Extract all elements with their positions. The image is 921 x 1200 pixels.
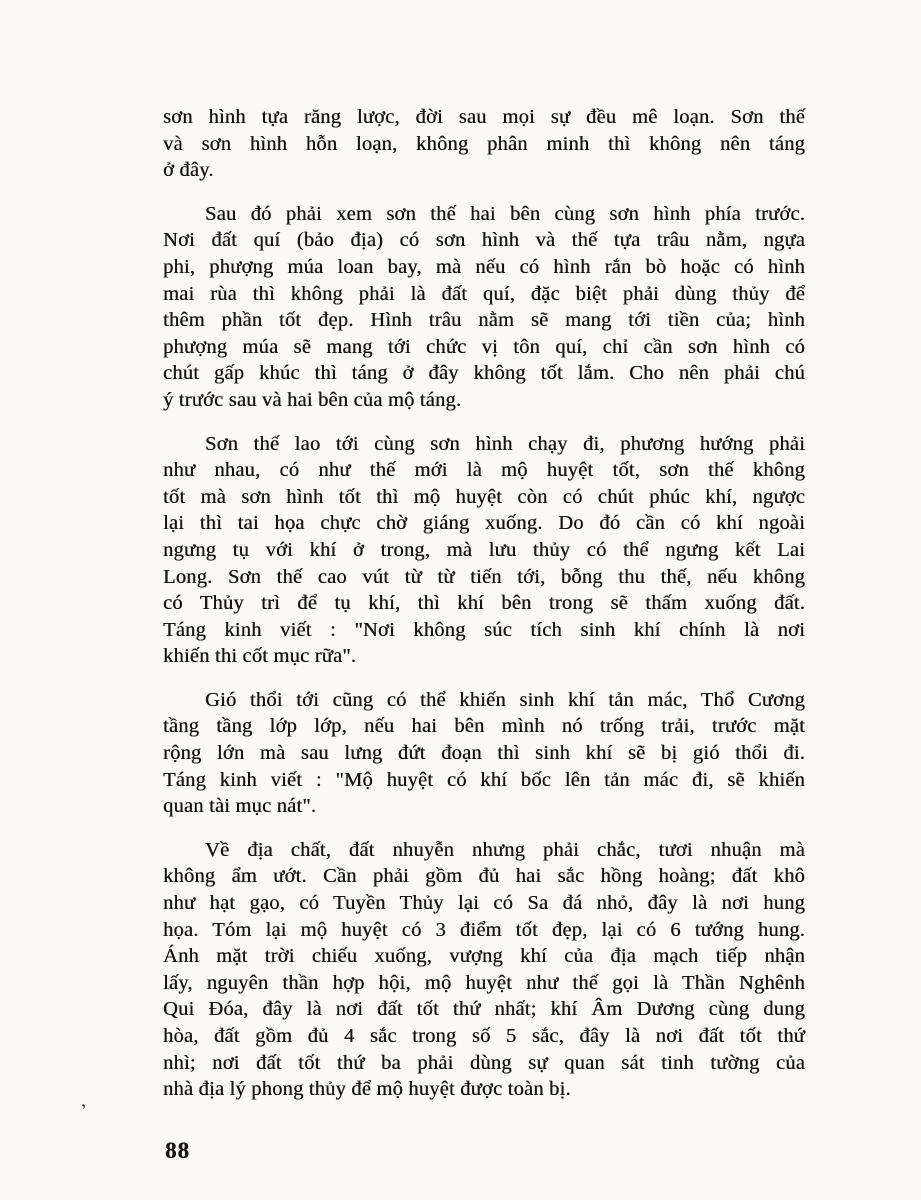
text-line: lấy, nguyên thần hợp hội, mộ huyệt như thế gọi là Thần Nghênh — [163, 971, 805, 994]
text-line: phượng múa sẽ mang tới chức vị tôn quí, chỉ cần sơn hình có — [163, 335, 805, 358]
text-line: ở đây. — [163, 159, 214, 182]
text-line: Sơn thế lao tới cùng sơn hình chạy đi, phương hướng phải — [205, 432, 805, 455]
text-line: nhà địa lý phong thủy để mộ huyệt được toàn bị. — [163, 1078, 571, 1101]
text-line: có Thủy trì để tụ khí, thì khí bên trong sẽ thấm xuống đất. — [163, 592, 805, 615]
text-line: thêm phần tốt đẹp. Hình trâu nằm sẽ mang tới tiền của; hình — [163, 309, 805, 332]
text-line: không ẩm ướt. Cần phải gồm đủ hai sắc hồng hoàng; đất khô — [163, 865, 805, 888]
text-line: và sơn hình hỗn loạn, không phân minh thì không nên táng — [163, 132, 805, 155]
text-line: khiến thi cốt mục rữa". — [163, 645, 357, 668]
text-line: hòa, đất gồm đủ 4 sắc trong số 5 sắc, đây là nơi đất tốt thứ — [163, 1025, 805, 1047]
text-line: họa. Tóm lại mộ huyệt có 3 điểm tốt đẹp, lại có 6 tướng hung. — [163, 918, 805, 941]
paragraph — [163, 201, 805, 414]
text-line: quan tài mục nát". — [163, 795, 317, 818]
scan-artifact-mark: ’ — [78, 1099, 91, 1121]
text-line: Táng kinh viết : "Nơi không súc tích sinh khí chính là nơi — [163, 618, 805, 641]
text-line: Nơi đất quí (bảo địa) có sơn hình và thế tựa trâu nằm, ngựa — [163, 229, 805, 252]
text-line: như nhau, có như thế mới là mộ huyệt tốt, sơn thế không — [163, 459, 805, 482]
text-line: mai rùa thì không phải là đất quí, đặc biệt phải dùng thủy để — [163, 282, 805, 305]
text-line: Gió thổi tới cũng có thể khiến sinh khí tản mác, Thổ Cương — [205, 688, 805, 711]
text-line: chút gấp khúc thì táng ở đây không tốt lắm. Cho nên phải chú — [163, 362, 805, 385]
text-line: Táng kinh viết : "Mộ huyệt có khí bốc lên tản mác đi, sẽ khiến — [163, 768, 805, 791]
text-line: phi, phượng múa loan bay, mà nếu có hình rắn bò hoặc có hình — [163, 255, 805, 278]
text-line: Về địa chất, đất nhuyễn nhưng phải chắc, tươi nhuận mà — [205, 838, 805, 861]
text-line: tốt mà sơn hình tốt thì mộ huyệt còn có chút phúc khí, ngược — [163, 485, 805, 508]
text-line: ý trước sau và hai bên của mộ táng. — [163, 388, 462, 411]
text-block — [163, 104, 805, 1120]
text-line: lại thì tai họa chực chờ giáng xuống. Do đó cần có khí ngoài — [163, 512, 805, 535]
text-line: Long. Sơn thế cao vút từ từ tiến tới, bỗng thu thế, nếu không — [163, 565, 805, 588]
text-line: nhì; nơi đất tốt thứ ba phải dùng sự quan sát tinh tường của — [163, 1051, 805, 1074]
paragraph — [163, 104, 805, 184]
text-line: rộng lớn mà sau lưng đứt đoạn thì sinh khí sẽ bị gió thổi đi. — [163, 742, 805, 765]
text-line: như hạt gạo, có Tuyền Thủy lại có Sa đá nhỏ, đây là nơi hung — [163, 892, 805, 915]
text-line: sơn hình tựa răng lược, đời sau mọi sự đều mê loạn. Sơn thế — [163, 106, 805, 128]
page-number: 88 — [165, 1138, 190, 1163]
text-line: Sau đó phải xem sơn thế hai bên cùng sơn hình phía trước. — [205, 202, 805, 225]
text-line: ngưng tụ với khí ở trong, mà lưu thủy có thể ngưng kết Lai — [163, 538, 805, 561]
text-line: tầng tầng lớp lớp, nếu hai bên mình nó trống trải, trước mặt — [163, 715, 805, 738]
paragraph — [163, 687, 805, 820]
text-line: Qui Đóa, đây là nơi đất tốt thứ nhất; khí Âm Dương cùng dung — [163, 998, 805, 1021]
text-line: Ánh mặt trời chiếu xuống, vượng khí của địa mạch tiếp nhận — [163, 945, 805, 968]
paragraph — [163, 431, 805, 670]
paragraph — [163, 837, 805, 1103]
